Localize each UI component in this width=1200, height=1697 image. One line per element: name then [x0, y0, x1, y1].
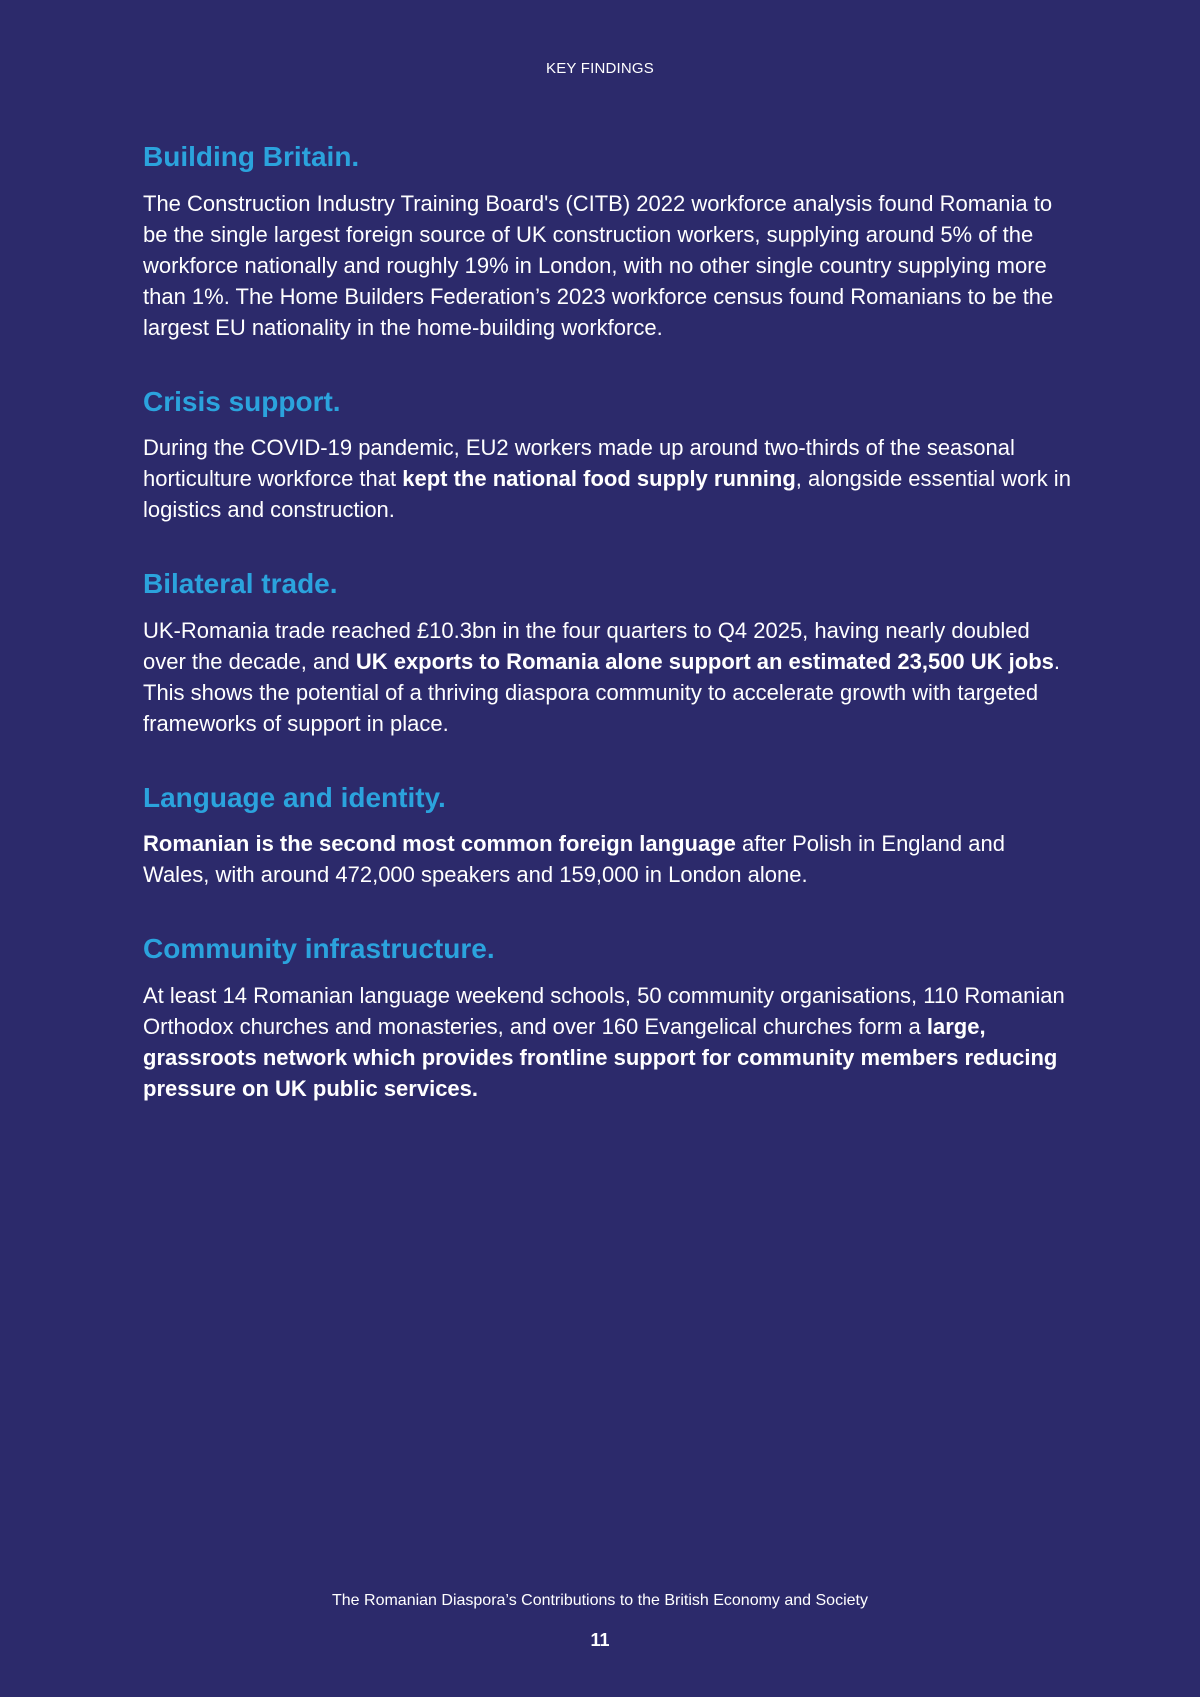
section-building-britain: [143, 140, 1073, 343]
section-heading: Building Britain.: [143, 141, 360, 172]
section-heading: Bilateral trade.: [143, 568, 338, 600]
page-number: 11: [590, 1630, 610, 1650]
running-header: KEY FINDINGS: [546, 60, 654, 77]
section-body: [143, 828, 1073, 890]
footer-title: The Romanian Diaspora’s Contributions to the British Economy and Society: [332, 1592, 868, 1609]
body-text: At least 14 Romanian language weekend schools, 50 community organisations, 110 Romanian Orthodox churches and monasteries, and over 160 Evangelical churches form a: [143, 982, 1065, 1039]
body-text: . This shows the potential of a thriving diaspora community to accelerate growth with targeted frameworks of support in place.: [143, 648, 1061, 736]
section-body: [143, 188, 1073, 343]
section-community-infrastructure: [143, 932, 1073, 1104]
body-text: The Construction Industry Training Board's (CITB) 2022 workforce analysis found Romania to be the single largest foreign source of UK construction workers, supplying around 5% of the workforce nationally and roughly 19% in London, with no other single country supplying more than 1%. The Home Builders Federation’s 2023 workforce census found Romanians to be the largest EU nationality in the home-building workforce.: [143, 190, 1054, 340]
section-body: [143, 432, 1073, 525]
body-text-bold: large, grassroots network which provides frontline support for community members reducing pressure on UK public services.: [143, 1013, 1058, 1101]
body-text-bold: UK exports to Romania alone support an estimated 23,500 UK jobs: [355, 648, 1054, 674]
section-bilateral-trade: [143, 567, 1073, 739]
body-text: , alongside essential work in logistics and construction.: [143, 466, 1071, 523]
section-language-identity: [143, 781, 1073, 891]
section-body: [143, 980, 1073, 1104]
key-findings-content: [143, 140, 1073, 1146]
section-crisis-support: [143, 385, 1073, 526]
body-text-bold: Romanian is the second most common foreign language: [143, 831, 736, 857]
section-body: [143, 615, 1073, 739]
section-heading: Community infrastructure.: [143, 933, 495, 965]
body-text: after Polish in England and Wales, with around 472,000 speakers and 159,000 in London alone.: [143, 831, 1005, 888]
section-heading: Crisis support.: [143, 385, 341, 417]
body-text: UK-Romania trade reached £10.3bn in the four quarters to Q4 2025, having nearly doubled over the decade, and: [143, 617, 1030, 674]
body-text: During the COVID-19 pandemic, EU2 workers made up around two-thirds of the seasonal horticulture workforce that: [143, 435, 1015, 492]
section-heading: Language and identity.: [143, 781, 446, 813]
body-text-bold: kept the national food supply running: [402, 466, 796, 492]
